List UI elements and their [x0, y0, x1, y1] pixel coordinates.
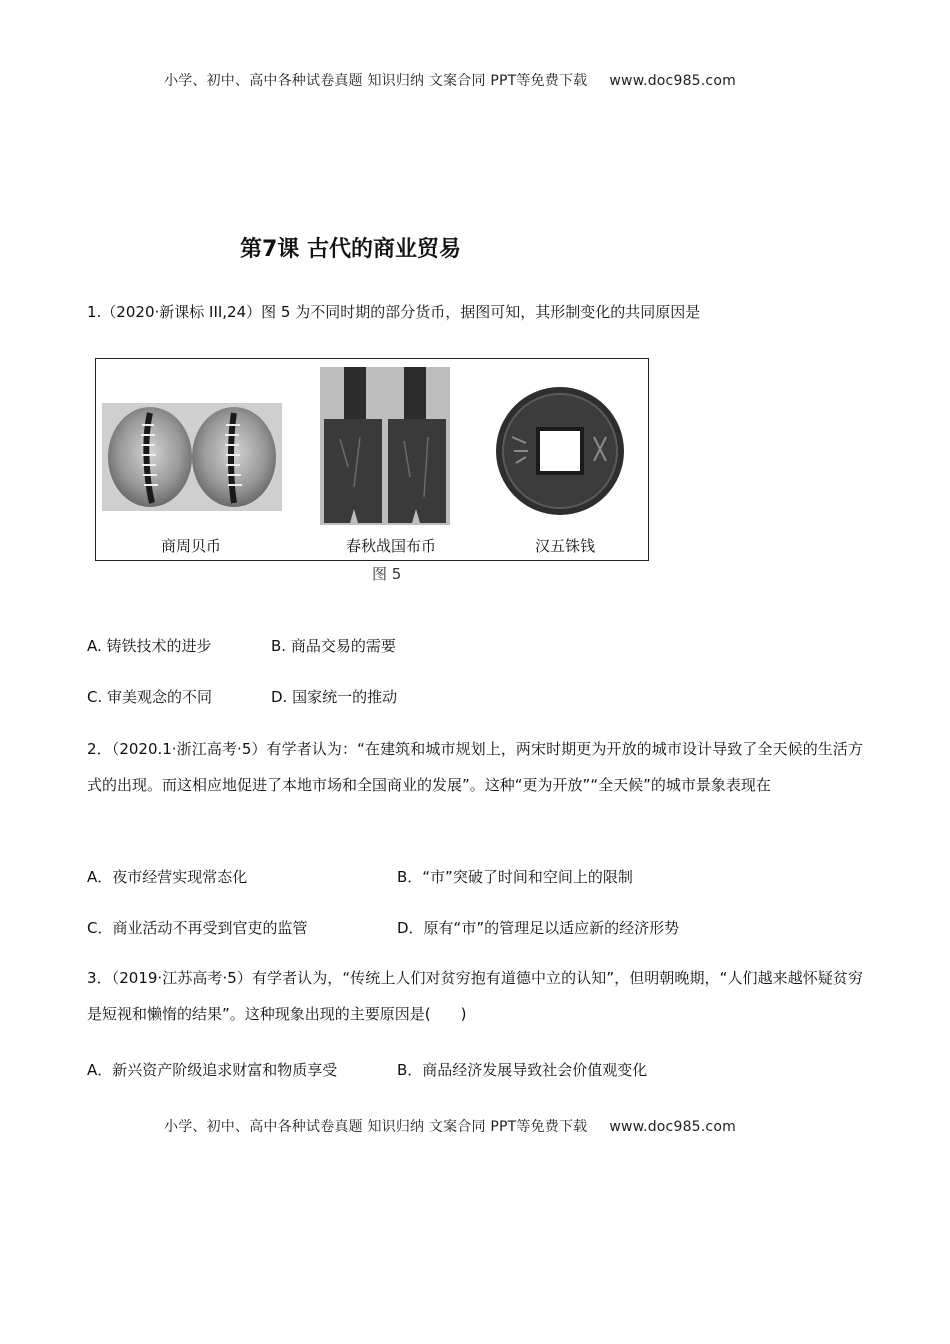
- cowrie-shell-image: [102, 403, 282, 511]
- q3-option-b: B．商品经济发展导致社会价值观变化: [397, 1061, 648, 1079]
- figure-label: 图 5: [372, 565, 402, 583]
- caption-spade-coin: 春秋战国布币: [345, 537, 436, 555]
- q2-option-d: D．原有“市”的管理足以适应新的经济形势: [397, 919, 680, 937]
- q2-option-c: C．商业活动不再受到官吏的监管: [87, 919, 308, 937]
- wuzhu-coin-image: [494, 385, 626, 517]
- page-title: 第7课 古代的商业贸易: [240, 237, 461, 262]
- question-2-stem: 2．（2020.1·浙江高考·5）有学者认为：“在建筑和城市规划上，两宋时期更为开放的城市设计导致了全天候的生活方式的出现。而这相应地促进了本地市场和全国商业的发展”。这种“更为开放”“全天候”的城市景象表现在: [87, 740, 863, 794]
- footer-url[interactable]: www.doc985.com: [609, 1119, 736, 1135]
- question-1-stem: 1.（2020·新课标 III,24）图 5 为不同时期的部分货币，据图可知，其形制变化的共同原因是: [87, 303, 701, 321]
- header-url[interactable]: www.doc985.com: [609, 73, 736, 89]
- q1-option-b: B. 商品交易的需要: [271, 637, 396, 655]
- q2-option-b: B．“市”突破了时间和空间上的限制: [397, 868, 633, 886]
- caption-shell-coin: 商周贝币: [160, 537, 221, 555]
- caption-wuzhu-coin: 汉五铢钱: [534, 537, 595, 555]
- q3-option-a: A．新兴资产阶级追求财富和物质享受: [87, 1061, 338, 1079]
- page-header: [164, 70, 736, 90]
- question-3-stem: 3．（2019·江苏高考·5）有学者认为，“传统上人们对贫穷抱有道德中立的认知”，但明朝晚期，“人们越来越怀疑贫穷是短视和懒惰的结果”。这种现象出现的主要原因是( ): [87, 969, 863, 1023]
- q1-option-a: A. 铸铁技术的进步: [87, 637, 212, 655]
- figure-5: [95, 358, 649, 561]
- q2-option-a: A．夜市经营实现常态化: [87, 868, 248, 886]
- header-text: 小学、初中、高中各种试卷真题 知识归纳 文案合同 PPT等免费下载: [164, 73, 588, 89]
- spade-coin-image: [320, 367, 450, 525]
- q1-option-d: D. 国家统一的推动: [271, 688, 398, 706]
- q1-option-c: C. 审美观念的不同: [87, 688, 213, 706]
- page-footer: [164, 1116, 736, 1136]
- footer-text: 小学、初中、高中各种试卷真题 知识归纳 文案合同 PPT等免费下载: [164, 1119, 588, 1135]
